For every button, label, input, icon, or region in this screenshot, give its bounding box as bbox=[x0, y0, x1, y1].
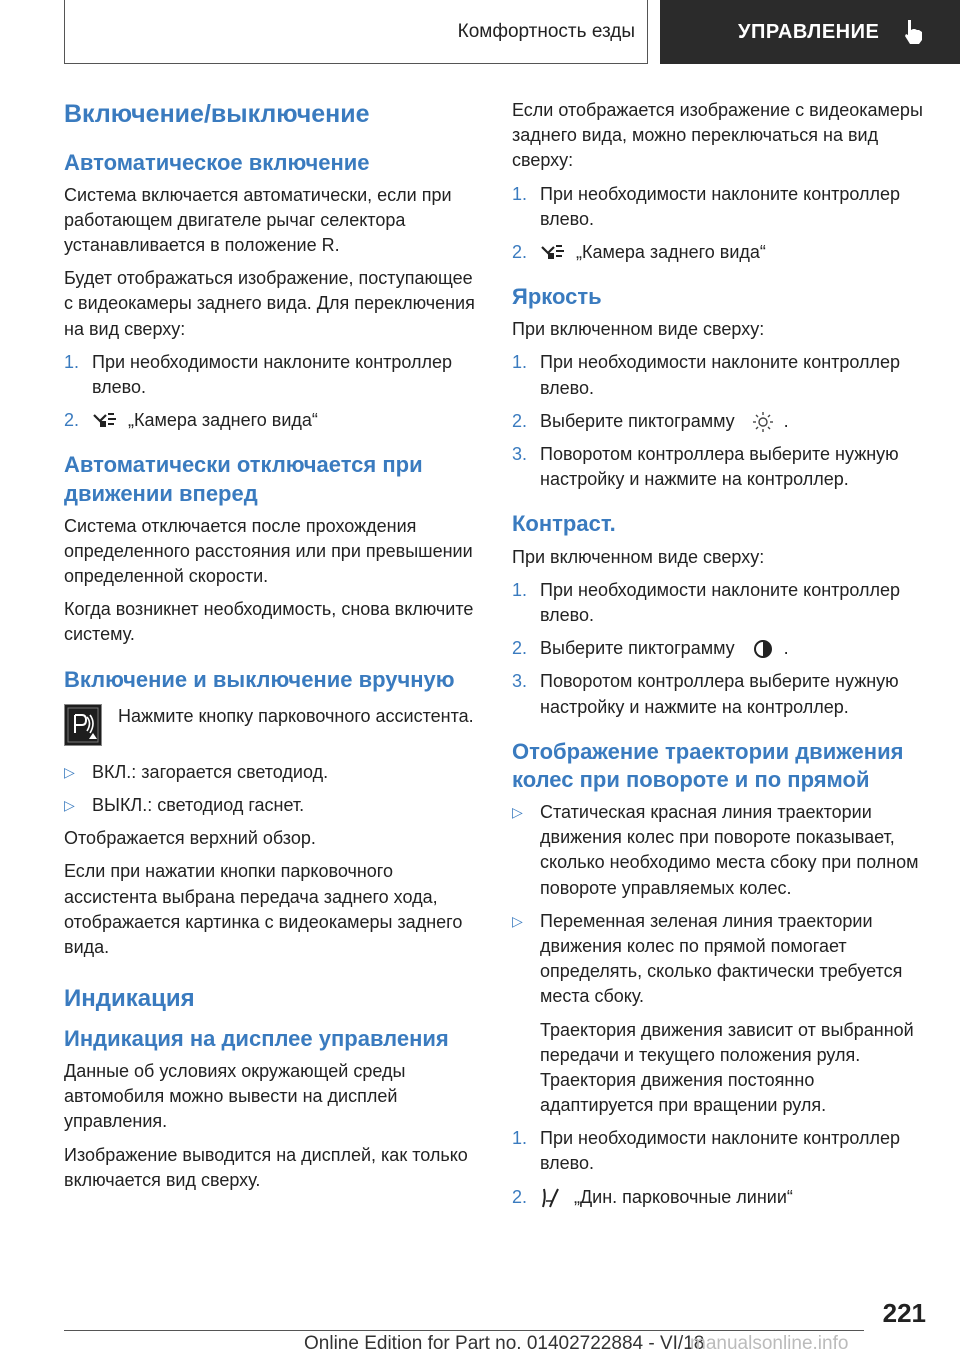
list-item: 2. „Камера заднего вида“ bbox=[512, 241, 766, 262]
trajectory-note: Траектория движения зависит от выбранной передачи и текущего положения руля. Траектория движения постоянно адаптируется при вращении руля. bbox=[540, 1019, 914, 1116]
list-item: 1. При необходимости наклоните контроллер влево. bbox=[512, 183, 901, 229]
indication-p1: Данные об условиях окружающей среды автомобиля можно вывести на дисплей управления. bbox=[64, 1060, 406, 1132]
header-section-box bbox=[64, 0, 648, 64]
triangle-bullet-icon: ▷ bbox=[64, 796, 75, 813]
list-item: 1. При необходимости наклоните контроллер влево. bbox=[512, 1128, 901, 1174]
triangle-bullet-icon: ▷ bbox=[512, 912, 523, 929]
contrast-icon bbox=[752, 638, 774, 660]
manual-button-text: Нажмите кнопку парковочного ассистента. bbox=[118, 705, 474, 726]
list-item: 1. При необходимости наклоните контроллер влево. bbox=[64, 351, 453, 397]
parking-lines-icon bbox=[540, 1187, 564, 1209]
footer-edition: Online Edition for Part no. 01402722884 - VI/18 bbox=[304, 1333, 705, 1354]
section-title: Включение/выключение bbox=[64, 100, 370, 128]
list-item: ▷ ВКЛ.: загорается светодиод. bbox=[64, 760, 476, 785]
header-chapter-title: УПРАВЛЕНИЕ bbox=[738, 20, 880, 43]
footer-watermark: manualsonline.info bbox=[690, 1333, 849, 1354]
triangle-bullet-icon: ▷ bbox=[512, 804, 523, 820]
trajectory-heading: Отображение траектории движения колес при повороте и по прямой bbox=[512, 738, 904, 792]
manual-p2: Если при нажатии кнопки парковочного ассистента выбрана передача заднего хода, отображается картинка с видеокамеры заднего вида. bbox=[64, 861, 463, 957]
indication-p2: Изображение выводится на дисплей, как только включается вид сверху. bbox=[64, 1144, 468, 1190]
brightness-p1: При включенном виде сверху: bbox=[512, 319, 765, 340]
parking-assistant-button-icon bbox=[64, 704, 102, 746]
indication-subheading: Индикация на дисплее управления bbox=[64, 1025, 449, 1051]
list-item: 2. „Камера заднего вида“ bbox=[64, 410, 318, 431]
manual-bullets bbox=[64, 760, 476, 818]
brightness-heading: Яркость bbox=[512, 284, 602, 310]
trajectory-bullets bbox=[512, 800, 924, 1010]
rear-camera-icon bbox=[540, 243, 566, 263]
list-item: 3. Поворотом контроллера выберите нужную настройку и нажмите на контроллер. bbox=[512, 444, 899, 490]
list-item: 2. Выберите пиктограмму . bbox=[512, 409, 924, 434]
list-item: ▷ ВЫКЛ.: светодиод гаснет. bbox=[64, 793, 476, 818]
list-item: 1. При необходимости наклоните контроллер влево. bbox=[512, 579, 901, 625]
header-chapter-box bbox=[660, 0, 960, 64]
header-section-title: Комфортность езды bbox=[457, 20, 635, 42]
auto-on-p1: Система включается автоматически, если при работающем двигателе рычаг селектора устанавливается в положение R. bbox=[64, 184, 452, 256]
rear-camera-icon bbox=[92, 411, 118, 431]
right-intro: Если отображается изображение с видеокамеры заднего вида, можно переключаться на вид сверху: bbox=[512, 100, 923, 171]
right-intro-steps bbox=[512, 182, 924, 266]
contrast-heading: Контраст. bbox=[512, 511, 616, 537]
list-item: ▷ Переменная зеленая линия траектории движения колес по прямой помогает определять, сколько фактически требуется места сбоку. bbox=[512, 909, 924, 1010]
right-column bbox=[512, 98, 924, 1218]
left-column bbox=[64, 98, 476, 1201]
auto-off-p2: Когда возникнет необходимость, снова включите систему. bbox=[64, 599, 474, 645]
manual-p1: Отображается верхний обзор. bbox=[64, 828, 316, 849]
parking-assistant-button-row bbox=[64, 704, 476, 746]
list-item: 1. При необходимости наклоните контроллер влево. bbox=[512, 352, 901, 398]
trajectory-steps bbox=[512, 1126, 924, 1210]
auto-off-p1: Система отключается после прохождения определенного расстояния или при превышении определенной скорости. bbox=[64, 515, 473, 587]
auto-on-heading: Автоматическое включение bbox=[64, 149, 370, 175]
auto-on-p2: Будет отображаться изображение, поступающее с видеокамеры заднего вида. Для переключения на вид сверху: bbox=[64, 268, 475, 339]
list-item: 2. Выберите пиктограмму . bbox=[512, 636, 924, 661]
contrast-p1: При включенном виде сверху: bbox=[512, 546, 765, 567]
footer-divider bbox=[64, 1330, 864, 1331]
auto-off-heading: Автоматически отключается при движении вперед bbox=[64, 452, 423, 506]
brightness-steps bbox=[512, 350, 924, 492]
manual-heading: Включение и выключение вручную bbox=[64, 666, 455, 692]
pointing-hand-icon bbox=[901, 18, 927, 46]
list-item: ▷ Статическая красная линия траектории движения колес при повороте показывает, сколько необходимо места сбоку при полном повороте управляемых колес. bbox=[512, 800, 924, 901]
contrast-steps bbox=[512, 578, 924, 720]
list-item: 3. Поворотом контроллера выберите нужную настройку и нажмите на контроллер. bbox=[512, 671, 899, 717]
auto-on-steps bbox=[64, 350, 476, 434]
indication-heading: Индикация bbox=[64, 985, 195, 1013]
list-item: 2. „Дин. парковочные линии“ bbox=[512, 1185, 924, 1210]
page-number: 221 bbox=[882, 1298, 926, 1328]
triangle-bullet-icon: ▷ bbox=[64, 763, 75, 780]
brightness-sun-icon bbox=[752, 411, 774, 433]
